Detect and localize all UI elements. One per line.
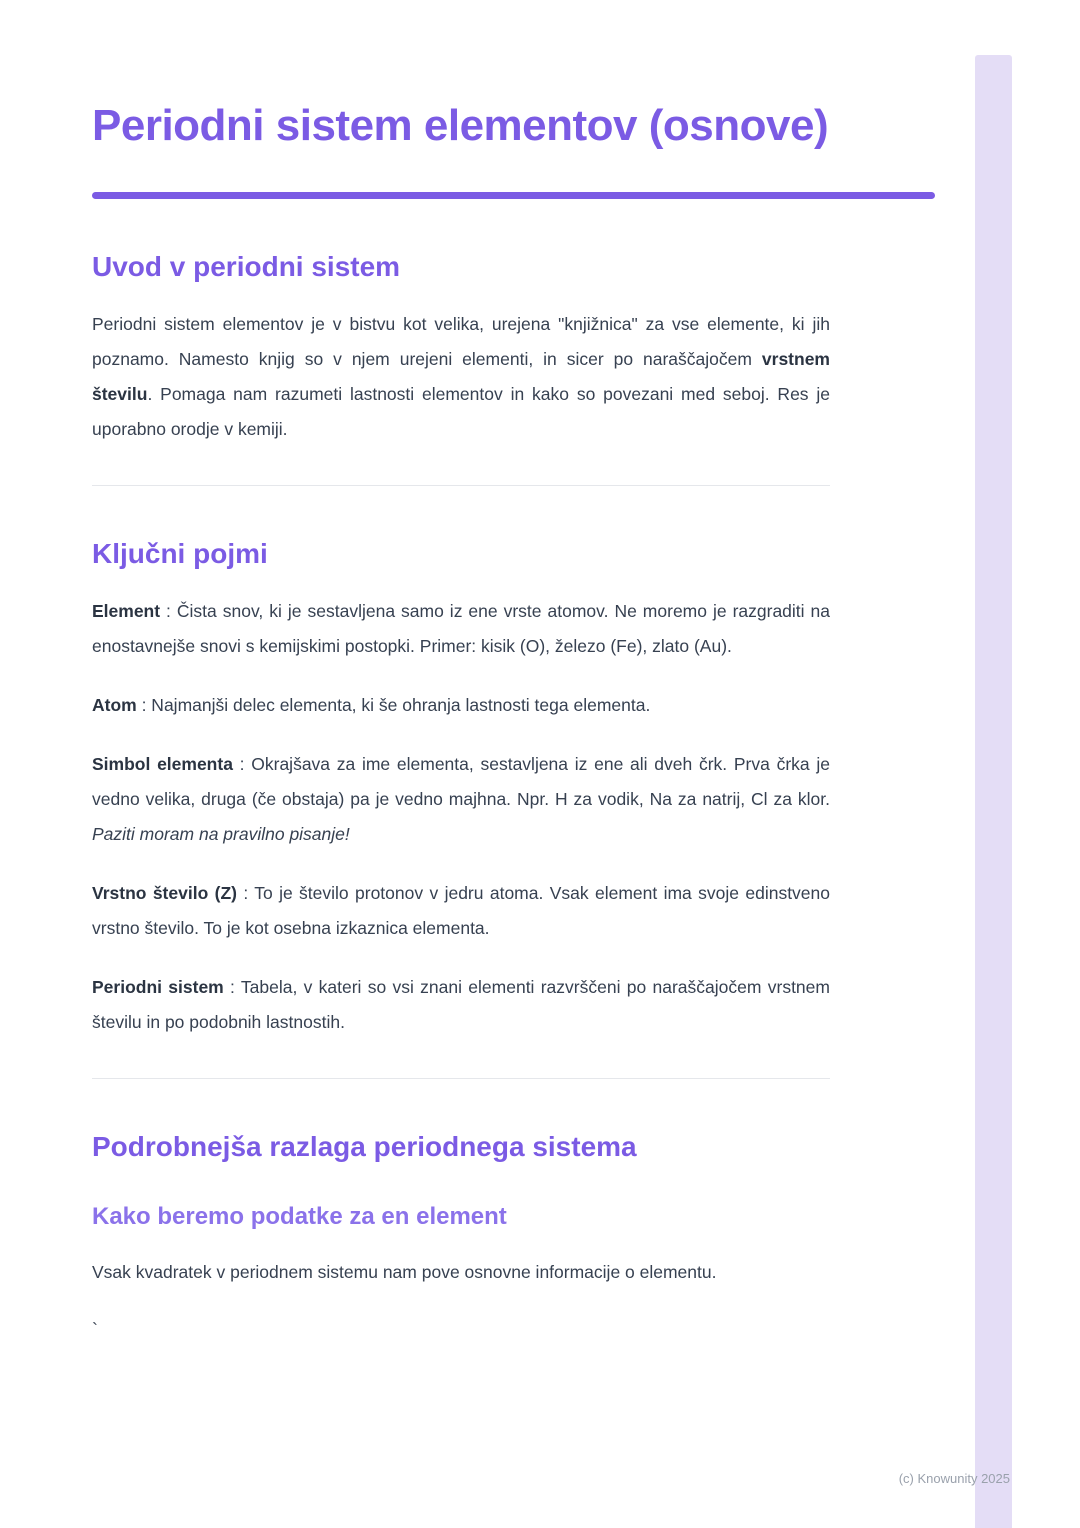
- section-uvod: [92, 251, 935, 447]
- section-heading-uvod: Uvod v periodni sistem: [92, 251, 401, 282]
- term-definition: : Okrajšava za ime elementa, sestavljena iz ene ali dveh črk. Prva črka je vedno velika, druga (če obstaja) pa je vedno majhna. Npr. H za vodik, Na za natrij, Cl za klor.: [92, 754, 830, 809]
- page-title: Periodni sistem elementov (osnove): [92, 101, 829, 150]
- term-paragraph-vrstno-stevilo: [92, 876, 830, 946]
- text-run: Periodni sistem elementov je v bistvu kot velika, urejena "knjižnica" za vse elemente, ki jih poznamo. Namesto knjig so v njem urejeni elementi, in sicer po naraščajočem: [92, 314, 830, 369]
- term-label: Periodni sistem: [92, 977, 224, 997]
- term-paragraph-periodni-sistem: [92, 970, 830, 1040]
- italic-note: Paziti moram na pravilno pisanje!: [92, 824, 350, 844]
- term-label: Vrstno število (Z): [92, 883, 237, 903]
- term-paragraph-element: [92, 594, 830, 664]
- stray-backtick-text: `: [92, 1320, 98, 1340]
- term-label: Simbol elementa: [92, 754, 233, 774]
- text-run: . Pomaga nam razumeti lastnosti elementov in kako so povezani med seboj. Res je uporabno orodje v kemiji.: [92, 384, 830, 439]
- term-definition: : Tabela, v kateri so vsi znani elementi razvrščeni po naraščajočem vrstnem številu in po podobnih lastnostih.: [92, 977, 830, 1032]
- subsection-heading-kako-beremo: Kako beremo podatke za en element: [92, 1203, 507, 1230]
- details-paragraph: Vsak kvadratek v periodnem sistemu nam pove osnovne informacije o elementu.: [92, 1262, 717, 1282]
- bold-text-run: vrstnem številu: [92, 349, 830, 404]
- section-divider: [92, 485, 830, 486]
- term-definition: : To je število protonov v jedru atoma. Vsak element ima svoje edinstveno vrstno število. To je kot osebna izkaznica elementa.: [92, 883, 831, 938]
- term-paragraph-simbol-elementa: [92, 747, 830, 852]
- section-kljucni-pojmi: [92, 538, 935, 1040]
- term-definition: : Najmanjši delec elementa, ki še ohranja lastnosti tega elementa.: [136, 695, 651, 715]
- page-edge-stripe: [975, 55, 1012, 1528]
- term-label: Atom: [92, 695, 137, 715]
- section-podrobnejsa-razlaga: [92, 1131, 935, 1341]
- intro-paragraph: [92, 307, 830, 447]
- term-label: Element: [92, 601, 161, 621]
- term-definition: : Čista snov, ki je sestavljena samo iz ene vrste atomov. Ne moremo je razgraditi na enostavnejše snovi s kemijskimi postopki. Primer: kisik (O), železo (Fe), zlato (Au).: [92, 601, 830, 656]
- copyright: (c) Knowunity 2025: [898, 1471, 1010, 1486]
- section-divider: [92, 1078, 830, 1079]
- section-heading-kljucni-pojmi: Ključni pojmi: [92, 538, 268, 569]
- term-paragraph-atom: [92, 688, 830, 723]
- section-heading-podrobnejsa-razlaga: Podrobnejša razlaga periodnega sistema: [92, 1131, 637, 1162]
- title-divider: [92, 192, 935, 199]
